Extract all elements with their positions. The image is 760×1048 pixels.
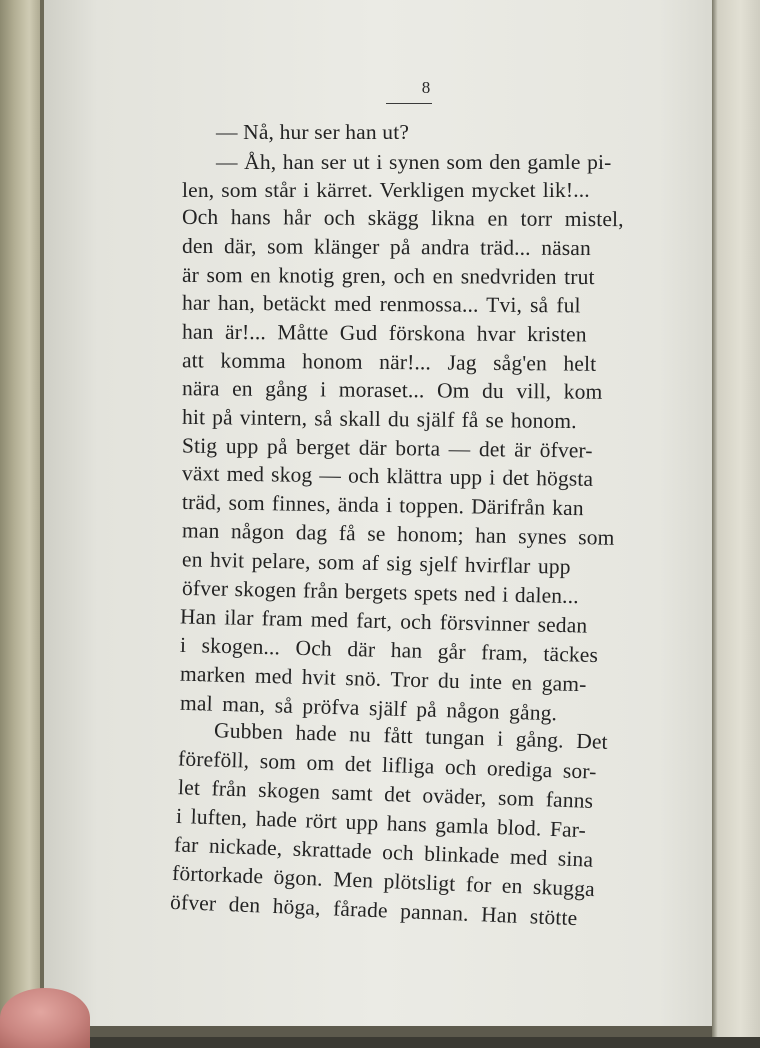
page-number: 8 bbox=[421, 78, 431, 97]
text-line: hit på vintern, så skall du själf få se honom. bbox=[181, 404, 577, 434]
book-binding bbox=[0, 0, 42, 1037]
text-line: en hvit pelare, som af sig sjelf hvirflar upp bbox=[181, 547, 571, 579]
text-line: i luften, hade rört upp hans gamla blod. Far- bbox=[175, 803, 587, 843]
text-line: Han ilar fram med fart, och försvinner sedan bbox=[179, 604, 588, 638]
text-line: öfver skogen från bergets spets ned i dalen... bbox=[181, 575, 580, 609]
text-line: är som en knotig gren, och en snedvriden trut bbox=[181, 262, 595, 290]
text-line: öfver den höga, fårade pannan. Han stötte bbox=[169, 889, 578, 931]
book-bottom-edge bbox=[44, 1026, 712, 1037]
text-line: träd, som finnes, ända i toppen. Därifrån kan bbox=[181, 489, 584, 521]
text-line: växt med skog — och klättra upp i det högsta bbox=[181, 461, 594, 491]
facing-page-edge bbox=[712, 0, 760, 1037]
page-number-rule bbox=[386, 103, 432, 104]
text-line: föreföll, som om det lifliga och orediga sor- bbox=[177, 746, 597, 784]
text-line: Och hans hår och skägg likna en torr mistel, bbox=[181, 204, 624, 232]
text-line: mal man, så pröfva själf på någon gång. bbox=[179, 690, 558, 726]
text-line: i skogen... Och där han går fram, täckes bbox=[179, 632, 599, 668]
text-line: len, som står i kärret. Verkligen mycket lik!... bbox=[182, 178, 590, 202]
text-line: Stig upp på berget där borta — det är öfver- bbox=[181, 433, 593, 463]
text-line: förtorkade ögon. Men plötsligt for en skugga bbox=[171, 860, 596, 902]
text-line: — Åh, han ser ut i synen som den gamle pi- bbox=[216, 150, 612, 174]
text-line: den där, som klänger på andra träd... näsan bbox=[181, 233, 592, 261]
text-line: Gubben hade nu fått tungan i gång. Det bbox=[213, 718, 609, 754]
text-line: marken med hvit snö. Tror du inte en gam- bbox=[179, 661, 587, 697]
text-line: han är!... Måtte Gud förskona hvar kristen bbox=[181, 319, 587, 347]
text-line: nära en gång i moraset... Om du vill, kom bbox=[181, 376, 603, 404]
text-line: att komma honom när!... Jag såg'en helt bbox=[181, 348, 597, 376]
thumb bbox=[0, 988, 90, 1048]
text-line: — Nå, hur ser han ut? bbox=[216, 120, 410, 144]
text-line: man någon dag få se honom; han synes som bbox=[181, 518, 615, 550]
text-line: let från skogen samt det oväder, som fanns bbox=[177, 775, 594, 813]
text-line: far nickade, skrattade och blinkade med sina bbox=[173, 832, 594, 872]
text-line: har han, betäckt med renmossa... Tvi, så ful bbox=[181, 290, 581, 318]
